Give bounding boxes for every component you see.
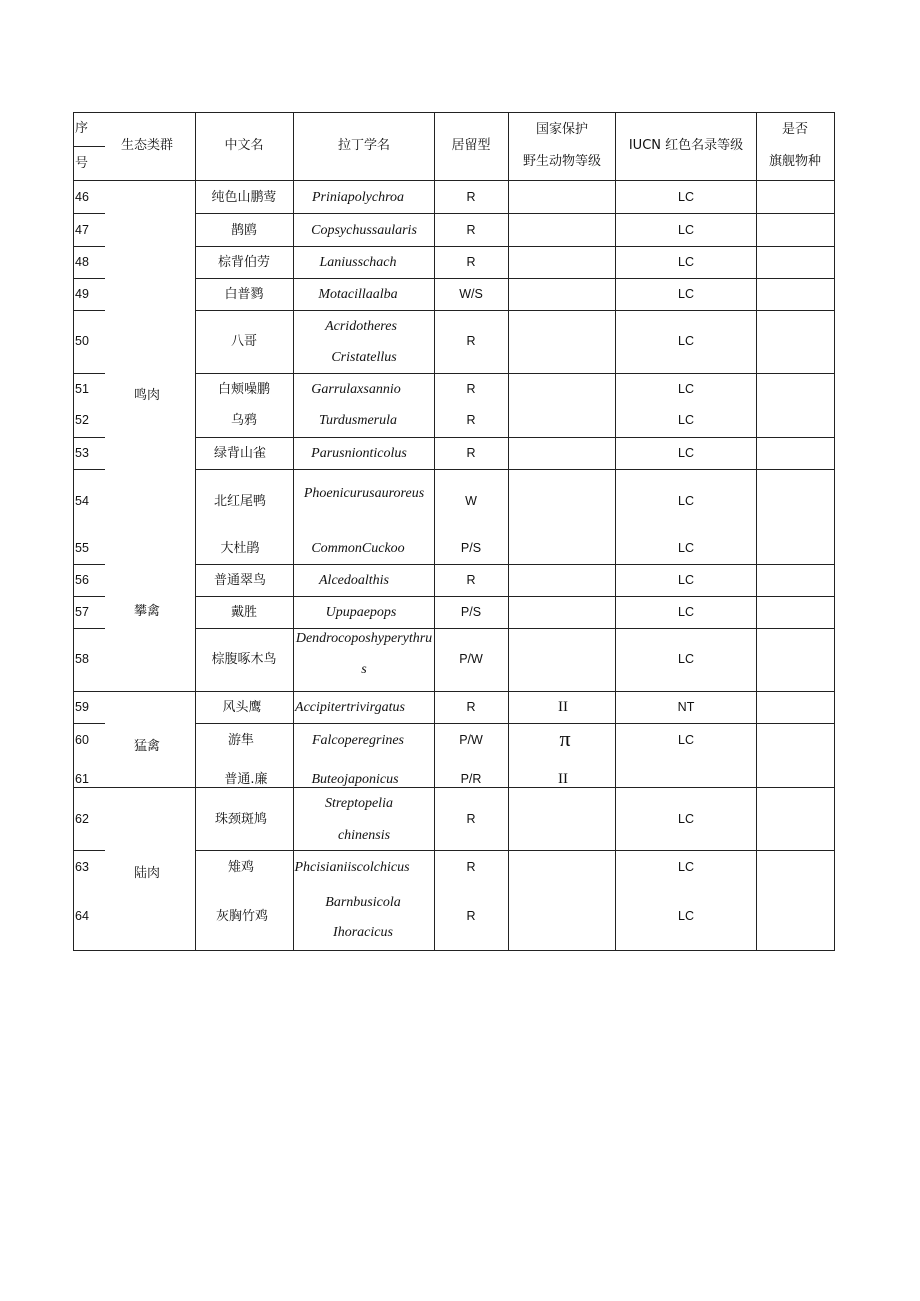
latin-name-line1: Streptopelia: [325, 796, 393, 811]
row-number: 52: [75, 413, 89, 427]
residence-type: P/S: [460, 605, 482, 619]
residence-type: R: [466, 812, 476, 826]
header-group: 生态类群: [120, 138, 174, 153]
chinese-name: 北红尾鸭: [213, 494, 267, 509]
seq-rule: [73, 310, 105, 311]
chinese-name: 戴胜: [230, 605, 258, 620]
iucn-level: LC: [678, 255, 694, 269]
chinese-name: 棕腹啄木鸟: [211, 652, 277, 667]
latin-name: Falcoperegrines: [311, 733, 405, 748]
residence-type: R: [466, 413, 476, 427]
latin-name: Phcisianiiscolchicus: [294, 860, 410, 875]
header-rule: [73, 180, 835, 181]
row-number: 53: [75, 446, 89, 460]
iucn-level: LC: [678, 541, 694, 555]
column-divider: [195, 112, 196, 951]
residence-type: R: [466, 446, 476, 460]
row-number: 57: [75, 605, 89, 619]
header-residence: 居留型: [451, 138, 491, 153]
row-divider: [195, 723, 835, 724]
latin-name: Upupaepops: [325, 605, 397, 620]
row-number: 64: [75, 909, 89, 923]
iucn-level: LC: [678, 334, 694, 348]
header-iucn: IUCN 红色名录等级: [628, 138, 744, 153]
seq-rule: [73, 278, 105, 279]
iucn-level: NT: [677, 700, 695, 714]
chinese-name: 纯色山鹏莺: [211, 190, 277, 205]
national-protection-level: π: [559, 726, 571, 751]
chinese-name: 游隼: [227, 733, 255, 748]
residence-type: R: [466, 190, 476, 204]
iucn-level: LC: [678, 382, 694, 396]
residence-type: R: [466, 382, 476, 396]
row-number: 55: [75, 541, 89, 555]
row-number: 48: [75, 255, 89, 269]
seq-rule: [73, 596, 105, 597]
seq-rule: [73, 246, 105, 247]
column-divider: [293, 112, 294, 951]
table-border-bottom: [73, 950, 835, 951]
row-number: 49: [75, 287, 89, 301]
table-border-right: [834, 112, 835, 951]
iucn-level: LC: [678, 573, 694, 587]
group-label: 鸣肉: [133, 388, 161, 403]
chinese-name: 雉鸡: [227, 860, 255, 875]
row-number: 62: [75, 812, 89, 826]
row-divider: [195, 310, 835, 311]
residence-type: R: [466, 223, 476, 237]
residence-type: R: [466, 700, 476, 714]
residence-type: R: [466, 255, 476, 269]
iucn-level: LC: [678, 652, 694, 666]
latin-name: Parusnionticolus: [311, 446, 407, 461]
column-divider: [756, 112, 757, 951]
latin-name: Turdusmerula: [318, 413, 398, 428]
group-label: 陆肉: [133, 866, 161, 881]
chinese-name: 珠颈斑鸠: [214, 812, 268, 827]
national-protection-level: II: [558, 699, 568, 715]
column-divider: [434, 112, 435, 951]
table-border-left: [73, 112, 74, 951]
seq-rule: [73, 469, 105, 470]
row-number: 61: [75, 772, 89, 786]
latin-name-line1: Barnbusicola: [325, 895, 401, 910]
row-divider: [195, 278, 835, 279]
header-national-bottom: 野生动物等级: [522, 154, 602, 169]
iucn-level: LC: [678, 223, 694, 237]
residence-type: W/S: [459, 287, 483, 301]
seq-rule: [73, 850, 105, 851]
chinese-name: 风头鹰: [222, 700, 262, 715]
row-number: 56: [75, 573, 89, 587]
seq-rule: [73, 564, 105, 565]
group-label: 攀禽: [133, 604, 161, 619]
row-divider: [195, 469, 835, 470]
latin-name: Motacillaalba: [318, 287, 398, 302]
row-number: 51: [75, 382, 89, 396]
row-number: 58: [75, 652, 89, 666]
seq-rule: [73, 213, 105, 214]
seq-rule: [73, 723, 105, 724]
row-number: 54: [75, 494, 89, 508]
latin-name: Phoenicurusauroreus: [303, 486, 425, 501]
column-divider: [508, 112, 509, 951]
residence-type: W: [465, 494, 477, 508]
iucn-level: LC: [678, 190, 694, 204]
row-divider: [195, 373, 835, 374]
group-label: 猛禽: [133, 739, 161, 754]
row-divider: [195, 596, 835, 597]
chinese-name: 鹊鸥: [230, 223, 258, 238]
residence-type: P/S: [460, 541, 482, 555]
seq-header-divider: [73, 146, 105, 147]
latin-name-line2: Cristatellus: [331, 350, 397, 365]
chinese-name: 白颊噪鹏: [217, 382, 271, 397]
latin-name-line1: Acridotheres: [325, 319, 397, 334]
header-cn-name: 中文名: [224, 138, 264, 153]
residence-type: P/W: [459, 652, 483, 666]
iucn-level: LC: [678, 413, 694, 427]
latin-name-line2: s: [361, 662, 367, 677]
iucn-level: LC: [678, 909, 694, 923]
row-number: 63: [75, 860, 89, 874]
latin-name: Alcedoalthis: [319, 573, 389, 588]
row-number: 47: [75, 223, 89, 237]
chinese-name: 棕背伯劳: [217, 255, 271, 270]
row-divider: [195, 246, 835, 247]
row-divider: [195, 564, 835, 565]
residence-type: R: [466, 909, 476, 923]
chinese-name: 绿背山雀: [213, 446, 267, 461]
iucn-level: LC: [678, 287, 694, 301]
latin-name-line2: chinensis: [337, 828, 391, 843]
row-divider: [195, 437, 835, 438]
residence-type: R: [466, 573, 476, 587]
iucn-level: LC: [678, 446, 694, 460]
row-number: 46: [75, 190, 89, 204]
row-number: 50: [75, 334, 89, 348]
latin-name: Priniapolychroa: [311, 190, 405, 205]
row-divider: [73, 787, 835, 788]
row-number: 59: [75, 700, 89, 714]
column-divider: [615, 112, 616, 951]
latin-name: Laniusschach: [319, 255, 397, 270]
latin-name: Accipitertrivirgatus: [295, 700, 405, 715]
seq-rule: [73, 437, 105, 438]
iucn-level: LC: [678, 860, 694, 874]
table-border-top: [73, 112, 835, 113]
header-national-top: 国家保护: [535, 122, 589, 137]
header-latin-name: 拉丁学名: [337, 138, 391, 153]
header-flag-top: 是否: [781, 122, 809, 137]
row-divider: [195, 213, 835, 214]
header-flag-bottom: 旗舰物种: [768, 154, 822, 169]
chinese-name: 八哥: [230, 334, 258, 349]
row-divider: [195, 628, 835, 629]
latin-name: Copsychussaularis: [311, 223, 417, 238]
row-divider: [73, 691, 835, 692]
latin-name: CommonCuckoo: [311, 541, 405, 556]
iucn-level: LC: [678, 733, 694, 747]
latin-name-line2: Ihoracicus: [333, 925, 393, 940]
chinese-name: 普通.廉: [224, 772, 268, 787]
residence-type: P/R: [460, 772, 482, 786]
iucn-level: LC: [678, 812, 694, 826]
row-number: 60: [75, 733, 89, 747]
latin-name: Buteojaponicus: [311, 772, 399, 787]
chinese-name: 灰胸竹鸡: [215, 909, 269, 924]
seq-rule: [73, 373, 105, 374]
chinese-name: 普通翠鸟: [213, 573, 267, 588]
iucn-level: LC: [678, 605, 694, 619]
iucn-level: LC: [678, 494, 694, 508]
chinese-name: 乌鸦: [230, 413, 258, 428]
chinese-name: 白普鹨: [224, 287, 264, 302]
row-divider: [195, 850, 835, 851]
chinese-name: 大杜鹃: [220, 541, 260, 556]
header-seq-top: 序: [75, 121, 89, 136]
latin-name-line1: Dendrocoposhyperythru: [295, 631, 433, 646]
residence-type: R: [466, 334, 476, 348]
national-protection-level: II: [558, 771, 568, 787]
residence-type: P/W: [459, 733, 483, 747]
residence-type: R: [466, 860, 476, 874]
seq-rule: [73, 628, 105, 629]
header-seq-bottom: 号: [75, 156, 89, 171]
latin-name: Garrulaxsannio: [311, 382, 401, 397]
